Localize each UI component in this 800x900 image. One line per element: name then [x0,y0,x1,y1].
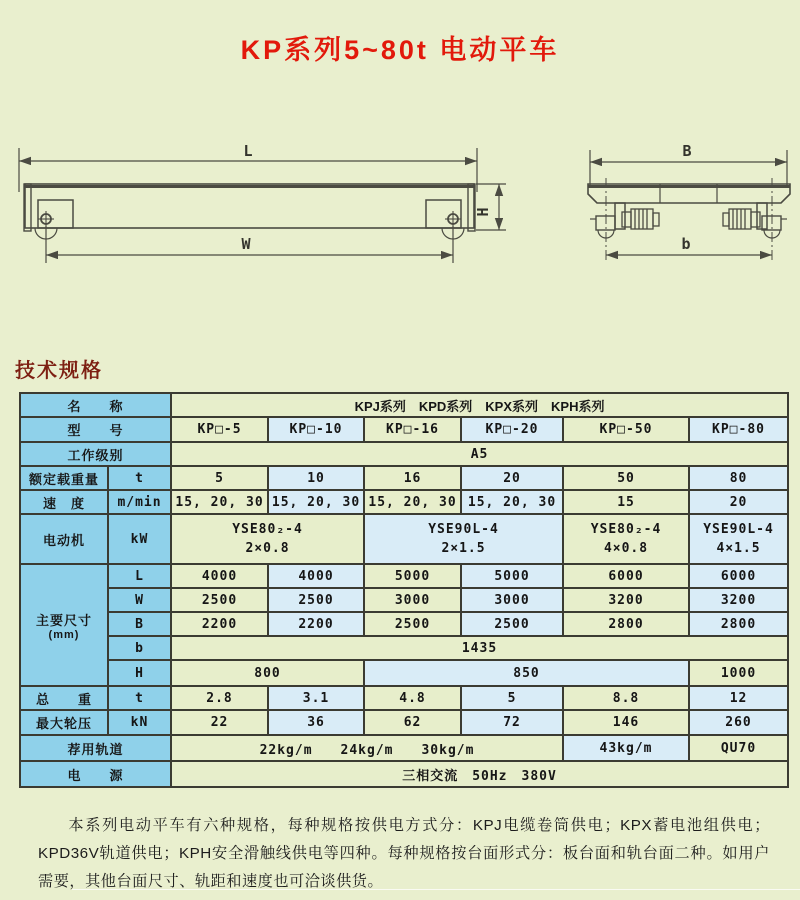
cell-weight: 5 [461,686,563,710]
cell-capacity: 20 [461,466,563,490]
motor-model: YSE80₂-4 [590,521,662,537]
section-heading: 技术规格 [15,360,103,382]
label-motor: 电动机 [20,514,108,564]
cell-speed: 15, 20, 30 [171,490,268,514]
row-dim-b [20,636,788,660]
row-dim-H [20,660,788,686]
cell-motor [563,514,689,564]
sublabel-H: H [108,660,171,686]
motor-model: YSE90L-4 [428,521,499,537]
cell-model: KP□-50 [563,417,689,442]
cell-dim-W: 3200 [689,588,788,612]
cell-motor [364,514,563,564]
label-power-supply: 电 源 [20,761,171,787]
cell-dim-H: 850 [364,660,689,686]
cell-dim-B: 2500 [364,612,461,636]
cell-model: KP□-5 [171,417,268,442]
cell-speed: 20 [689,490,788,514]
cell-model: KP□-16 [364,417,461,442]
cell-wheel-load: 36 [268,710,364,735]
cell-duty-class: A5 [171,442,788,466]
unit-weight: t [108,686,171,710]
end-view [588,142,790,263]
label-model: 型 号 [20,417,171,442]
label-duty-class: 工作级别 [20,442,171,466]
row-capacity [20,466,788,490]
label-rail: 荐用轨道 [20,735,171,761]
cell-capacity: 50 [563,466,689,490]
cell-dim-L: 5000 [461,564,563,588]
row-duty-class [20,442,788,466]
unit-motor: kW [108,514,171,564]
label-capacity: 额定载重量 [20,466,108,490]
dim-H-label: H [474,207,492,217]
cell-speed: 15, 20, 30 [461,490,563,514]
cell-dim-H: 800 [171,660,364,686]
cell-rail: 43kg/m [563,735,689,761]
side-view [19,142,506,263]
label-wheel-load: 最大轮压 [20,710,108,735]
motor-power: 4×0.8 [603,541,649,556]
row-model [20,417,788,442]
sublabel-W: W [108,588,171,612]
cell-dim-b: 1435 [171,636,788,660]
dim-W-label: W [241,235,251,253]
page-title: KP系列5~80t 电动平车 [240,35,560,65]
cell-wheel-load: 22 [171,710,268,735]
cell-model: KP□-80 [689,417,788,442]
cell-wheel-load: 72 [461,710,563,735]
dims-unit: (mm) [48,628,80,641]
cell-rail: 22kg/m 24kg/m 30kg/m [171,735,563,761]
cell-weight: 4.8 [364,686,461,710]
cell-motor [689,514,788,564]
unit-wheel-load: kN [108,710,171,735]
wheel-hub-icon [38,211,461,227]
row-power-supply [20,761,788,787]
label-main-dimensions [20,564,108,686]
sublabel-b: b [108,636,171,660]
label-weight: 总 重 [20,686,108,710]
motor-power: 2×0.8 [245,541,290,556]
cell-dim-B: 2800 [563,612,689,636]
cell-wheel-load: 260 [689,710,788,735]
cell-capacity: 80 [689,466,788,490]
sublabel-L: L [108,564,171,588]
cell-dim-L: 6000 [689,564,788,588]
cell-model: KP□-20 [461,417,563,442]
unit-speed: m/min [108,490,171,514]
bottom-divider [72,889,800,890]
row-dim-W [20,588,788,612]
row-weight [20,686,788,710]
cell-dim-L: 5000 [364,564,461,588]
label-speed: 速 度 [20,490,108,514]
cell-dim-W: 2500 [268,588,364,612]
dim-b-label: b [681,235,691,253]
cell-dim-B: 2200 [268,612,364,636]
cell-capacity: 10 [268,466,364,490]
footnote-paragraph: 本系列电动平车有六种规格，每种规格按供电方式分：KPJ电缆卷筒供电；KPX蓄电池组供电；KPD36V轨道供电；KPH安全滑触线供电等四种。每种规格按台面形式分：板台面和轨台面二种。如用户需要，其他台面尺寸、轨距和速度也可洽谈供货。 [38,817,770,890]
row-wheel-load [20,710,788,735]
cell-weight: 3.1 [268,686,364,710]
cell-capacity: 16 [364,466,461,490]
row-speed [20,490,788,514]
cell-dim-L: 4000 [171,564,268,588]
motor-model: YSE90L-4 [703,521,774,537]
cell-dim-W: 2500 [171,588,268,612]
cell-dim-L: 6000 [563,564,689,588]
spec-table [19,392,789,788]
cell-rail: QU70 [689,735,788,761]
cell-dim-L: 4000 [268,564,364,588]
cell-dim-W: 3000 [461,588,563,612]
cell-series: KPJ系列 KPD系列 KPX系列 KPH系列 [171,393,788,417]
row-rail [20,735,788,761]
cell-weight: 2.8 [171,686,268,710]
row-name [20,393,788,417]
cell-dim-H: 1000 [689,660,788,686]
cell-power-supply: 三相交流 50Hz 380V [171,761,788,787]
cell-dim-B: 2500 [461,612,563,636]
cell-wheel-load: 146 [563,710,689,735]
cell-model: KP□-10 [268,417,364,442]
cell-speed: 15 [563,490,689,514]
unit-capacity: t [108,466,171,490]
dim-L-label: L [243,142,253,160]
row-dim-B [20,612,788,636]
cell-capacity: 5 [171,466,268,490]
technical-drawing [0,120,800,280]
cell-dim-B: 2800 [689,612,788,636]
cell-speed: 15, 20, 30 [268,490,364,514]
dim-B-label: B [682,142,692,160]
cell-weight: 8.8 [563,686,689,710]
label-name: 名 称 [20,393,171,417]
motor-icon [622,209,760,229]
cell-speed: 15, 20, 30 [364,490,461,514]
row-dim-L [20,564,788,588]
cell-wheel-load: 62 [364,710,461,735]
cell-weight: 12 [689,686,788,710]
motor-power: 4×1.5 [716,541,761,556]
motor-model: YSE80₂-4 [232,521,303,537]
cell-motor [171,514,364,564]
motor-power: 2×1.5 [441,541,486,556]
cell-dim-W: 3000 [364,588,461,612]
row-motor [20,514,788,564]
cell-dim-B: 2200 [171,612,268,636]
dims-label: 主要尺寸 [35,612,92,628]
cell-dim-W: 3200 [563,588,689,612]
sublabel-B: B [108,612,171,636]
